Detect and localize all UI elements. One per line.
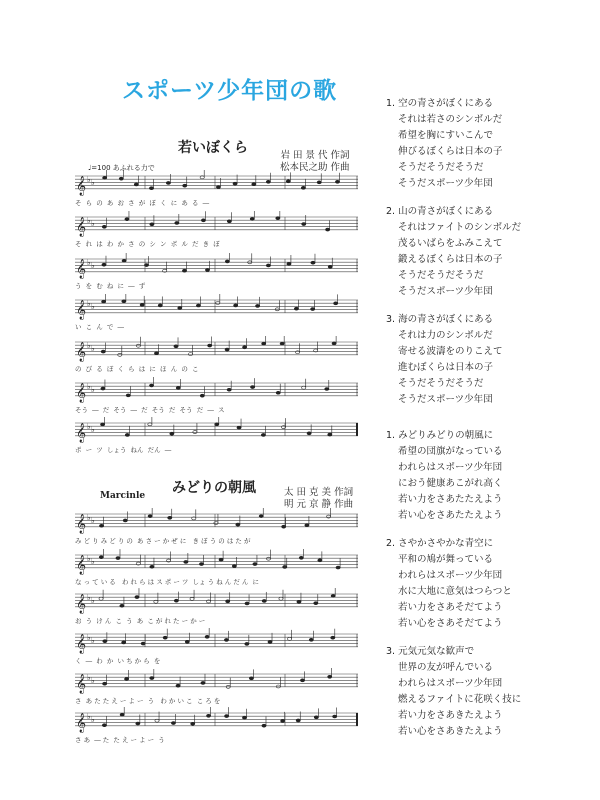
- flat-icon: ♭: [87, 554, 91, 563]
- verse-line: におう健康あこがれ高く: [398, 478, 503, 489]
- flat-icon: ♭: [87, 513, 91, 522]
- verse-line: 若い力をさあそだてよう: [398, 602, 503, 613]
- note-head: [225, 348, 229, 351]
- note-head: [183, 184, 187, 187]
- flat-icon: ♭: [87, 258, 91, 267]
- song-1-title: 若いぼくら: [178, 140, 248, 156]
- note-head: [255, 304, 259, 307]
- verse-line: 若い心をさあたたえよう: [398, 510, 503, 521]
- treble-clef-icon: 𝄞: [76, 259, 87, 279]
- staff-lyrics: そう ― だ そう ― だ そう だ そう だ ― ス: [75, 406, 225, 414]
- note-head: [196, 304, 200, 307]
- note-head: [182, 269, 186, 272]
- note-head: [163, 636, 167, 639]
- note-head: [216, 186, 220, 189]
- verse-line: 進むぼくらは日本の子: [398, 362, 494, 373]
- note-head: [237, 426, 241, 429]
- staff-lyrics: み ど り み ど り の あ さ ー か ぜ に き ぼ う の は た が: [75, 537, 251, 545]
- flat-icon: ♭: [87, 673, 91, 682]
- note-head: [297, 600, 301, 603]
- song-2-lyricist: 太 田 克 美 作詞: [284, 487, 354, 498]
- note-head: [214, 522, 218, 525]
- verse-line: そうだそうだそうだ: [398, 378, 484, 389]
- verse-line: 寄せる波濤をのりこえて: [398, 346, 503, 357]
- note-head: [302, 223, 306, 226]
- verse-line: 1. 空の青さがぼくにある: [386, 98, 494, 109]
- note-head: [103, 682, 107, 685]
- note-head: [242, 716, 246, 719]
- note-head: [276, 217, 280, 220]
- music-staff: [75, 549, 358, 589]
- treble-clef-icon: 𝄞: [76, 594, 87, 614]
- note-head: [318, 559, 322, 562]
- note-head: [175, 221, 179, 224]
- music-staff: [75, 588, 358, 628]
- note-head: [171, 722, 175, 725]
- note-head: [314, 716, 318, 719]
- staff-lyrics: さ あ ― た た え ー よ ー う: [75, 736, 165, 744]
- flat-icon: ♭: [91, 385, 95, 394]
- flat-icon: ♭: [87, 341, 91, 350]
- music-staff: [75, 336, 358, 376]
- staff-notation: [75, 668, 358, 696]
- note-head: [253, 563, 257, 566]
- verse-line: 2. さやかさやかな青空に: [386, 538, 494, 549]
- note-head: [250, 386, 254, 389]
- verse-line: 3. 海の青さがぼくにある: [386, 314, 494, 325]
- flat-icon: ♭: [91, 636, 95, 645]
- music-staff: [75, 170, 358, 210]
- verse-line: 若い力をさあたたえよう: [398, 494, 503, 505]
- note-head: [328, 433, 332, 436]
- note-head: [232, 565, 236, 568]
- note-head: [141, 642, 145, 645]
- note-head: [193, 431, 197, 434]
- verse-line: 若い力をさあきたえよう: [398, 710, 503, 721]
- note-head: [170, 432, 174, 435]
- flat-icon: ♭: [87, 593, 91, 602]
- verse-line: 2. 山の青さがぼくにある: [386, 206, 494, 217]
- song-2-composer: 明 元 京 静 作曲: [284, 499, 354, 510]
- note-head: [325, 388, 329, 391]
- note-head: [168, 516, 172, 519]
- note-head: [276, 391, 280, 394]
- treble-clef-icon: 𝄞: [76, 217, 87, 237]
- note-head: [125, 433, 129, 436]
- staff-notation: [75, 707, 358, 735]
- note-head: [125, 218, 129, 221]
- staff-lyrics: い こ ん で ―: [75, 323, 125, 331]
- staff-lyrics: そ ら の あ お さ が ぼ く に あ る ―: [75, 199, 210, 207]
- verse-line: 1. みどりみどりの朝風に: [386, 430, 494, 441]
- note-head: [245, 642, 249, 645]
- note-head: [190, 597, 194, 600]
- staff-lyrics: ポ ー ツ しょう ねん だん ―: [75, 446, 172, 454]
- staff-notation: [75, 211, 358, 239]
- note-head: [227, 220, 231, 223]
- verse-line: 伸びるぼくらは日本の子: [398, 146, 503, 157]
- note-head: [326, 515, 330, 518]
- verse-line: 若い心をさあそだてよう: [398, 618, 503, 629]
- treble-clef-icon: 𝄞: [76, 713, 87, 733]
- flat-icon: ♭: [91, 178, 95, 187]
- note-head: [236, 523, 240, 526]
- note-head: [234, 304, 238, 307]
- staff-lyrics: さ あ た た え ー よ ー う わ か い こ こ ろ を: [75, 697, 221, 705]
- note-head: [174, 599, 178, 602]
- verse-line: われらはスポーツ少年団: [398, 570, 503, 581]
- note-head: [300, 679, 304, 682]
- music-staff: [75, 668, 358, 708]
- treble-clef-icon: 𝄞: [76, 300, 87, 320]
- note-head: [333, 715, 337, 718]
- note-head: [201, 681, 205, 684]
- flat-icon: ♭: [91, 596, 95, 605]
- note-head: [266, 180, 270, 183]
- note-head: [184, 560, 188, 563]
- note-head: [314, 602, 318, 605]
- note-head: [149, 187, 153, 190]
- staff-notation: [75, 170, 358, 198]
- flat-icon: ♭: [91, 302, 95, 311]
- verse-line: それはファイトのシンボルだ: [398, 222, 522, 233]
- note-head: [120, 604, 124, 607]
- staff-notation: [75, 508, 358, 536]
- treble-clef-icon: 𝄞: [76, 634, 87, 654]
- music-staff: [75, 211, 358, 251]
- verse-line: 世界の友が呼んでいる: [398, 662, 494, 673]
- page-title: スポーツ少年団の歌: [122, 78, 338, 104]
- flat-icon: ♭: [91, 715, 95, 724]
- flat-icon: ♭: [91, 676, 95, 685]
- verse-line: 燃えるファイトに花咲く技に: [398, 694, 522, 705]
- note-head: [176, 684, 180, 687]
- note-head: [336, 566, 340, 569]
- verse-line: われらはスポーツ少年団: [398, 462, 503, 473]
- note-head: [122, 259, 126, 262]
- note-head: [328, 675, 332, 678]
- staff-notation: [75, 417, 358, 445]
- staff-notation: [75, 628, 358, 656]
- verse-line: そうだスポーツ少年団: [398, 286, 493, 297]
- note-head: [176, 386, 180, 389]
- verse-line: それは若さのシンボルだ: [398, 114, 503, 125]
- note-head: [281, 719, 285, 722]
- song-2-verses: [386, 428, 521, 752]
- staff-notation: [75, 377, 358, 405]
- staff-lyrics: う を む ね に ― ず: [75, 282, 146, 290]
- verse-line: 若い心をさあきたえよう: [398, 726, 503, 737]
- verse-line: 3. 元気元気な歓声で: [386, 646, 475, 657]
- song-2-verse-3: [386, 644, 521, 740]
- note-head: [205, 268, 209, 271]
- note-head: [136, 722, 140, 725]
- note-head: [302, 386, 306, 389]
- note-head: [99, 556, 103, 559]
- note-head: [309, 638, 313, 641]
- song-2-verse-2: [386, 536, 521, 632]
- note-head: [134, 183, 138, 186]
- verse-line: 水に大地に意気はつらつと: [398, 586, 512, 597]
- note-head: [166, 181, 170, 184]
- note-head: [219, 558, 223, 561]
- music-staff: [75, 628, 358, 668]
- flat-icon: ♭: [91, 557, 95, 566]
- note-head: [126, 394, 130, 397]
- note-head: [178, 306, 182, 309]
- music-staff: [75, 707, 358, 747]
- flat-icon: ♭: [91, 219, 95, 228]
- note-head: [100, 423, 104, 426]
- note-head: [326, 228, 330, 231]
- verse-line: そうだスポーツ少年団: [398, 394, 493, 405]
- flat-icon: ♭: [87, 382, 91, 391]
- note-head: [174, 345, 178, 348]
- note-head: [225, 260, 229, 263]
- note-head: [334, 302, 338, 305]
- verse-line: そうだスポーツ少年団: [398, 178, 493, 189]
- note-head: [205, 635, 209, 638]
- note-head: [262, 724, 266, 727]
- song-1-verse-2: [386, 204, 521, 300]
- note-head: [201, 219, 205, 222]
- note-head: [286, 180, 290, 183]
- treble-clef-icon: 𝄞: [76, 342, 87, 362]
- staff-notation: [75, 588, 358, 616]
- note-head: [150, 223, 154, 226]
- note-head: [249, 677, 253, 680]
- staff-lyrics: な っ て い る わ れ ら は ス ポ ー ツ しょ う ね ん だ ん に: [75, 578, 260, 586]
- music-staff: [75, 253, 358, 293]
- note-head: [99, 524, 103, 527]
- verse-line: そうだそうだそうだ: [398, 162, 484, 173]
- note-head: [103, 640, 107, 643]
- note-head: [140, 303, 144, 306]
- song-2-verse-1: [386, 428, 521, 524]
- note-head: [200, 394, 204, 397]
- flat-icon: ♭: [87, 633, 91, 642]
- note-head: [233, 182, 237, 185]
- note-head: [280, 342, 284, 345]
- flat-icon: ♭: [87, 216, 91, 225]
- note-head: [250, 217, 254, 220]
- staff-lyrics: お う け ん こ う あ こ が れ た ー か ー: [75, 617, 206, 625]
- note-head: [287, 262, 291, 265]
- note-head: [295, 351, 299, 354]
- flat-icon: ♭: [91, 261, 95, 270]
- verse-line: そうだそうだそうだ: [398, 270, 484, 281]
- note-head: [119, 177, 123, 180]
- note-head: [120, 713, 124, 716]
- note-head: [149, 384, 153, 387]
- staff-lyrics: く ― わ か い ち か ら を: [75, 657, 161, 665]
- note-head: [122, 641, 126, 644]
- note-head: [317, 181, 321, 184]
- note-head: [102, 225, 106, 228]
- note-head: [266, 557, 270, 560]
- note-head: [136, 344, 140, 347]
- note-head: [259, 515, 263, 518]
- flat-icon: ♭: [91, 344, 95, 353]
- song-1-verse-3: [386, 312, 521, 408]
- note-head: [275, 308, 279, 311]
- note-head: [102, 724, 106, 727]
- note-head: [122, 300, 126, 303]
- note-head: [332, 342, 336, 345]
- note-head: [154, 352, 158, 355]
- staff-notation: [75, 336, 358, 364]
- treble-clef-icon: 𝄞: [76, 674, 87, 694]
- note-head: [150, 565, 154, 568]
- song-1-composer: 松本民之助 作曲: [280, 162, 350, 173]
- staff-notation: [75, 549, 358, 577]
- song-1-verse-1: [386, 96, 521, 192]
- note-head: [199, 563, 203, 566]
- note-head: [135, 596, 139, 599]
- note-head: [148, 515, 152, 518]
- music-staff: [75, 508, 358, 548]
- note-head: [252, 183, 256, 186]
- note-head: [123, 519, 127, 522]
- note-head: [266, 264, 270, 267]
- song-1-verses: [386, 96, 521, 420]
- note-head: [301, 186, 305, 189]
- note-head: [262, 599, 266, 602]
- note-head: [268, 640, 272, 643]
- note-head: [294, 307, 298, 310]
- song-1-lyricist: 岩 田 景 代 作詞: [280, 150, 350, 161]
- note-head: [200, 176, 204, 179]
- flat-icon: ♭: [87, 422, 91, 431]
- note-head: [103, 176, 107, 179]
- note-head: [224, 638, 228, 641]
- staff-lyrics: そ れ は わ か さ の シ ン ボ ル だ き ぼ: [75, 240, 220, 248]
- staff-notation: [75, 253, 358, 281]
- note-head: [335, 180, 339, 183]
- flat-icon: ♭: [91, 516, 95, 525]
- staff-notation: [75, 294, 358, 322]
- note-head: [227, 388, 231, 391]
- verse-line: 平和の鳩が舞っている: [398, 554, 494, 565]
- note-head: [102, 300, 106, 303]
- note-head: [307, 432, 311, 435]
- note-head: [299, 556, 303, 559]
- note-head: [224, 715, 228, 718]
- note-head: [158, 304, 162, 307]
- verse-line: 茂るいばらをふみこえて: [398, 238, 503, 249]
- note-head: [331, 636, 335, 639]
- verse-line: われらはスポーツ少年団: [398, 678, 503, 689]
- treble-clef-icon: 𝄞: [76, 514, 87, 534]
- treble-clef-icon: 𝄞: [76, 383, 87, 403]
- note-head: [99, 597, 103, 600]
- verse-line: 鍛えるぼくらは日本の子: [398, 254, 503, 265]
- note-head: [262, 342, 266, 345]
- song-1-tempo: ♩=100 あふれる力で: [88, 164, 155, 172]
- note-head: [101, 387, 105, 390]
- note-head: [311, 308, 315, 311]
- note-head: [188, 353, 192, 356]
- note-head: [331, 594, 335, 597]
- music-staff: [75, 377, 358, 417]
- note-head: [288, 637, 292, 640]
- note-head: [242, 346, 246, 349]
- note-head: [208, 344, 212, 347]
- flat-icon: ♭: [91, 425, 95, 434]
- flat-icon: ♭: [87, 299, 91, 308]
- flat-icon: ♭: [87, 712, 91, 721]
- note-head: [185, 640, 189, 643]
- treble-clef-icon: 𝄞: [76, 176, 87, 196]
- note-head: [124, 678, 128, 681]
- note-head: [226, 600, 230, 603]
- verse-line: それは力のシンボルだ: [398, 330, 493, 341]
- music-staff: [75, 294, 358, 334]
- music-staff: [75, 417, 358, 457]
- staff-lyrics: の び る ぼ く ら は に ほ ん の こ: [75, 365, 199, 373]
- song-2-tempo: Marcinle: [100, 491, 146, 501]
- treble-clef-icon: 𝄞: [76, 555, 87, 575]
- note-head: [245, 602, 249, 605]
- note-head: [116, 557, 120, 560]
- note-head: [305, 524, 309, 527]
- flat-icon: ♭: [87, 175, 91, 184]
- note-head: [311, 261, 315, 264]
- note-head: [261, 433, 265, 436]
- note-head: [191, 722, 195, 725]
- treble-clef-icon: 𝄞: [76, 423, 87, 443]
- verse-line: 希望を胸にすいこんで: [398, 130, 494, 141]
- verse-line: 希望の団旗がなっている: [398, 446, 503, 457]
- note-head: [102, 263, 106, 266]
- note-head: [328, 265, 332, 268]
- note-head: [101, 350, 105, 353]
- note-head: [150, 677, 154, 680]
- note-head: [206, 714, 210, 717]
- song-2-title: みどりの朝風: [172, 480, 256, 496]
- note-head: [279, 597, 283, 600]
- note-head: [296, 719, 300, 722]
